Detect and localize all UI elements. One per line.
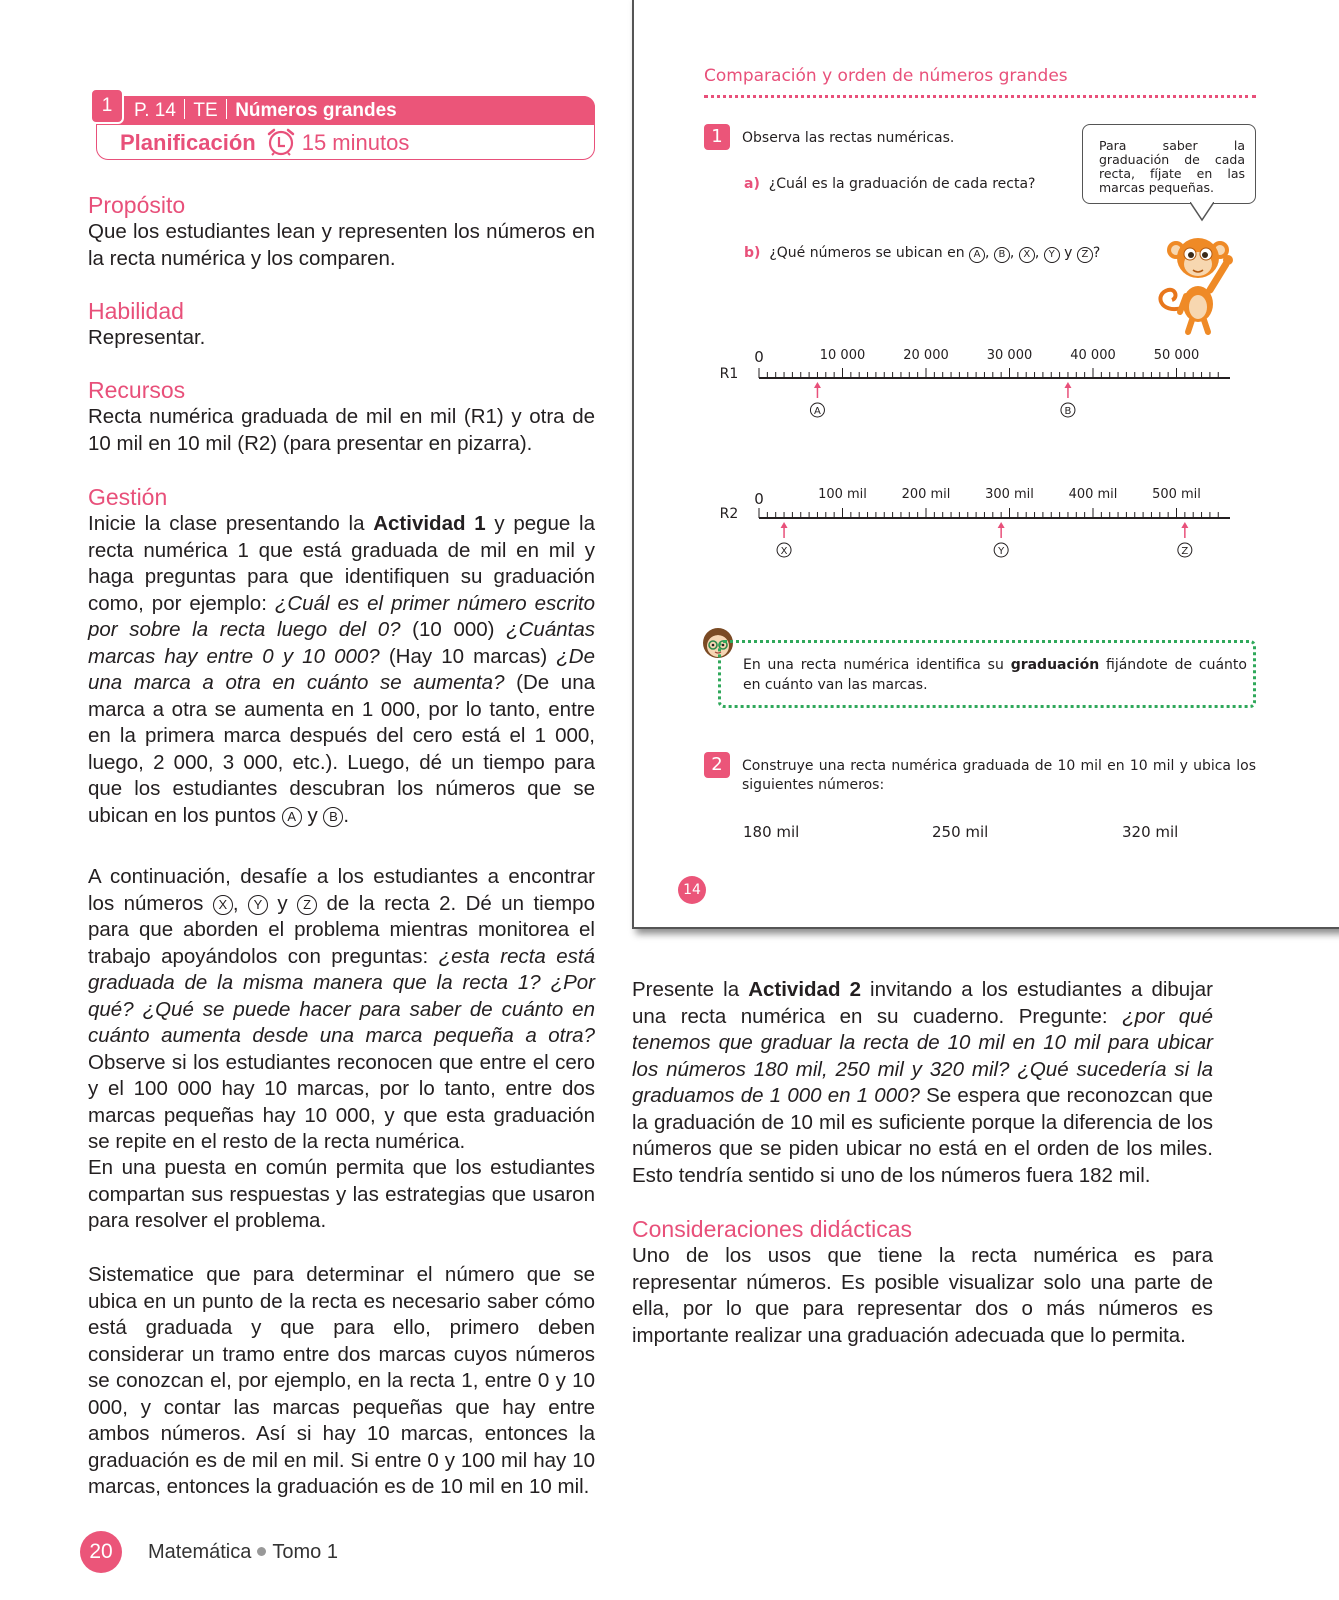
bubble-tail — [1190, 202, 1214, 222]
duration: 15 minutos — [301, 130, 410, 155]
activity-1-text: Observa las rectas numéricas. — [742, 130, 955, 146]
r1-point-arrowhead — [814, 382, 821, 388]
student-page-number: 14 — [678, 876, 706, 904]
r1-point-arrowhead — [1064, 382, 1071, 388]
header-title — [134, 99, 397, 123]
student-page-title: Comparación y orden de números grandes — [704, 66, 1068, 86]
number-2: 250 mil — [932, 823, 989, 841]
heading-habilidad: Habilidad — [88, 298, 184, 324]
r2-name: R2 — [719, 506, 739, 522]
r2-tick-label: 100 mil — [818, 487, 867, 502]
r2-zero-label: 0 — [754, 490, 764, 508]
r2-point-letter: X — [780, 546, 788, 557]
r1-tick-label: 10 000 — [819, 348, 866, 363]
monkey-mascot-icon — [1150, 224, 1250, 336]
text-consideraciones: Uno de los usos que tiene la recta numérica es para representar números. Es posible visualizar solo una parte de ella, por lo que para representar dos o más números es importante realizar una graduación adecuada que lo permita. — [632, 1244, 1213, 1347]
page-number: 20 — [80, 1531, 122, 1573]
r1-tick-label: 20 000 — [903, 348, 949, 363]
text-gestion-1: Inicie la clase presentando la Actividad 1 y pegue la recta numérica 1 que está graduada de mil en mil y haga preguntas para que identifiquen su graduación como, por ejemplo: ¿Cuál es el primer número escrito por sobre la recta luego del 0? (10 000) ¿Cuántas marcas hay entre 0 y 10 000? (Hay 10 marcas) ¿De una marca a otra en cuánto se aumenta? (De una marca a otra se aumenta en 1 000, por lo tanto, entre en la primera marca después del cero está el 1 000, luego, 2 000, 3 000, etc.). Luego, dé un tiempo para que los estudiantes descubran los números que se ubican en los puntos A y B . — [88, 512, 595, 827]
title-dotted-rule — [704, 95, 1256, 98]
alarm-clock-icon — [266, 128, 296, 164]
te-label: TE — [193, 100, 218, 121]
heading-consideraciones: Consideraciones didácticas — [632, 1216, 912, 1242]
r2-tick-label: 200 mil — [901, 487, 951, 502]
r1-tick-label: 40 000 — [1070, 348, 1116, 363]
text-actividad-2: Presente la Actividad 2 invitando a los estudiantes a dibujar una recta numérica en su cuaderno. Pregunte: ¿por qué tenemos que graduar la recta de 10 mil en 10 mil para ubicar los números 180 mil, 250 mil y 320 mil? ¿Qué sucedería si la graduamos de 1 000 en 1 000? Se espera que reconozcan que la graduación de 10 mil es suficiente porque la diferencia de los números que se piden ubicar no está en el orden de los miles. Esto tendría sentido si uno de los números fuera 182 mil. — [632, 978, 1213, 1187]
r1-name: R1 — [719, 366, 739, 382]
text-habilidad: Representar. — [88, 326, 206, 349]
number-3: 320 mil — [1122, 823, 1179, 841]
number-1: 180 mil — [743, 823, 800, 841]
footer-book: Matemática Tomo 1 — [148, 1541, 338, 1563]
text-proposito: Que los estudiantes lean y representen los números en la recta numérica y los comparen. — [88, 220, 595, 270]
heading-recursos: Recursos — [88, 377, 186, 403]
tip-note-box: En una recta numérica identifica su graduación fijándote de cuánto en cuánto van las marcas. — [718, 640, 1256, 708]
heading-proposito: Propósito — [88, 192, 186, 218]
text-gestion-4: Sistematice que para determinar el número que se ubica en un punto de la recta es necesario saber cómo está graduada y que para ello, primero deben considerar un tramo entre dos marcas cuyos números se conozcan el, por ejemplo, en la recta 1, entre 0 y 10 000, y contar las marcas pequeñas que hay entre ambos números. Así si hay 10 marcas, entonces la graduación es de mil en mil. Si entre 0 y 100 mil hay 10 marcas, entonces la graduación es de 10 mil en 10 mil. — [88, 1263, 595, 1498]
unit-title: Números grandes — [235, 100, 397, 121]
heading-gestion: Gestión — [88, 484, 168, 510]
r1-tick-label: 50 000 — [1153, 348, 1200, 363]
question-b: b) ¿Qué números se ubican en A , B , X , Y y Z ? — [744, 245, 1101, 261]
number-lines — [632, 330, 1292, 590]
r1-zero-label: 0 — [754, 348, 764, 366]
question-a: a) ¿Cuál es la graduación de cada recta? — [744, 176, 1036, 192]
r1-point-letter: A — [814, 406, 821, 417]
text-recursos: Recta numérica graduada de mil en mil (R1) y otra de 10 mil en 10 mil (R2) (para presentar en pizarra). — [88, 405, 595, 455]
page-ref: P. 14 — [134, 100, 176, 121]
letter-x-circle: X — [213, 895, 233, 915]
r2-point-arrowhead — [781, 522, 788, 528]
activity-2-badge: 2 — [704, 752, 730, 778]
r2-point-arrowhead — [1181, 522, 1188, 528]
activity-2-text: Construye una recta numérica graduada de 10 mil en 10 mil y ubica los siguientes números: — [742, 758, 1256, 793]
r2-point-letter: Y — [998, 546, 1005, 557]
letter-z-circle: Z — [297, 895, 317, 915]
letter-a-circle: A — [282, 807, 302, 827]
r2-tick-label: 500 mil — [1152, 487, 1201, 502]
r2-point-arrowhead — [998, 522, 1005, 528]
hint-speech-bubble: Para saber la graduación de cada recta, fíjate en las marcas pequeñas. — [1082, 124, 1256, 204]
planning-label: Planificación — [120, 130, 256, 155]
r2-tick-label: 300 mil — [985, 487, 1034, 502]
r1-tick-label: 30 000 — [986, 348, 1033, 363]
text-gestion-2: A continuación, desafíe a los estudiantes a encontrar los números X , Y y Z de la recta 2. Dé un tiempo para que aborden el problema mientras monitorea el trabajo apoyándolos con preguntas: ¿esta recta está graduada de la misma manera que la recta 1? ¿Por qué? ¿Qué se puede hacer para saber de cuánto en cuánto aumenta desde una marca pequeña a otra? Observe si los estudiantes reconocen que entre el cero y el 100 000 hay 10 marcas, por lo tanto, entre dos marcas pequeñas hay 10 000, y que esta graduación se repite en el resto de la recta numérica. — [88, 865, 595, 1153]
letter-y-circle: Y — [248, 895, 268, 915]
letter-b-circle: B — [323, 807, 343, 827]
r1-point-letter: B — [1064, 406, 1072, 417]
text-gestion-3: En una puesta en común permita que los estudiantes compartan sus respuestas y las estrategias que usaron para resolver el problema. — [88, 1156, 595, 1232]
unit-number-badge: 1 — [90, 88, 124, 124]
r2-point-letter: Z — [1181, 546, 1189, 557]
activity-1-badge: 1 — [704, 124, 730, 150]
r2-tick-label: 400 mil — [1068, 487, 1118, 502]
planning-row — [120, 128, 409, 164]
